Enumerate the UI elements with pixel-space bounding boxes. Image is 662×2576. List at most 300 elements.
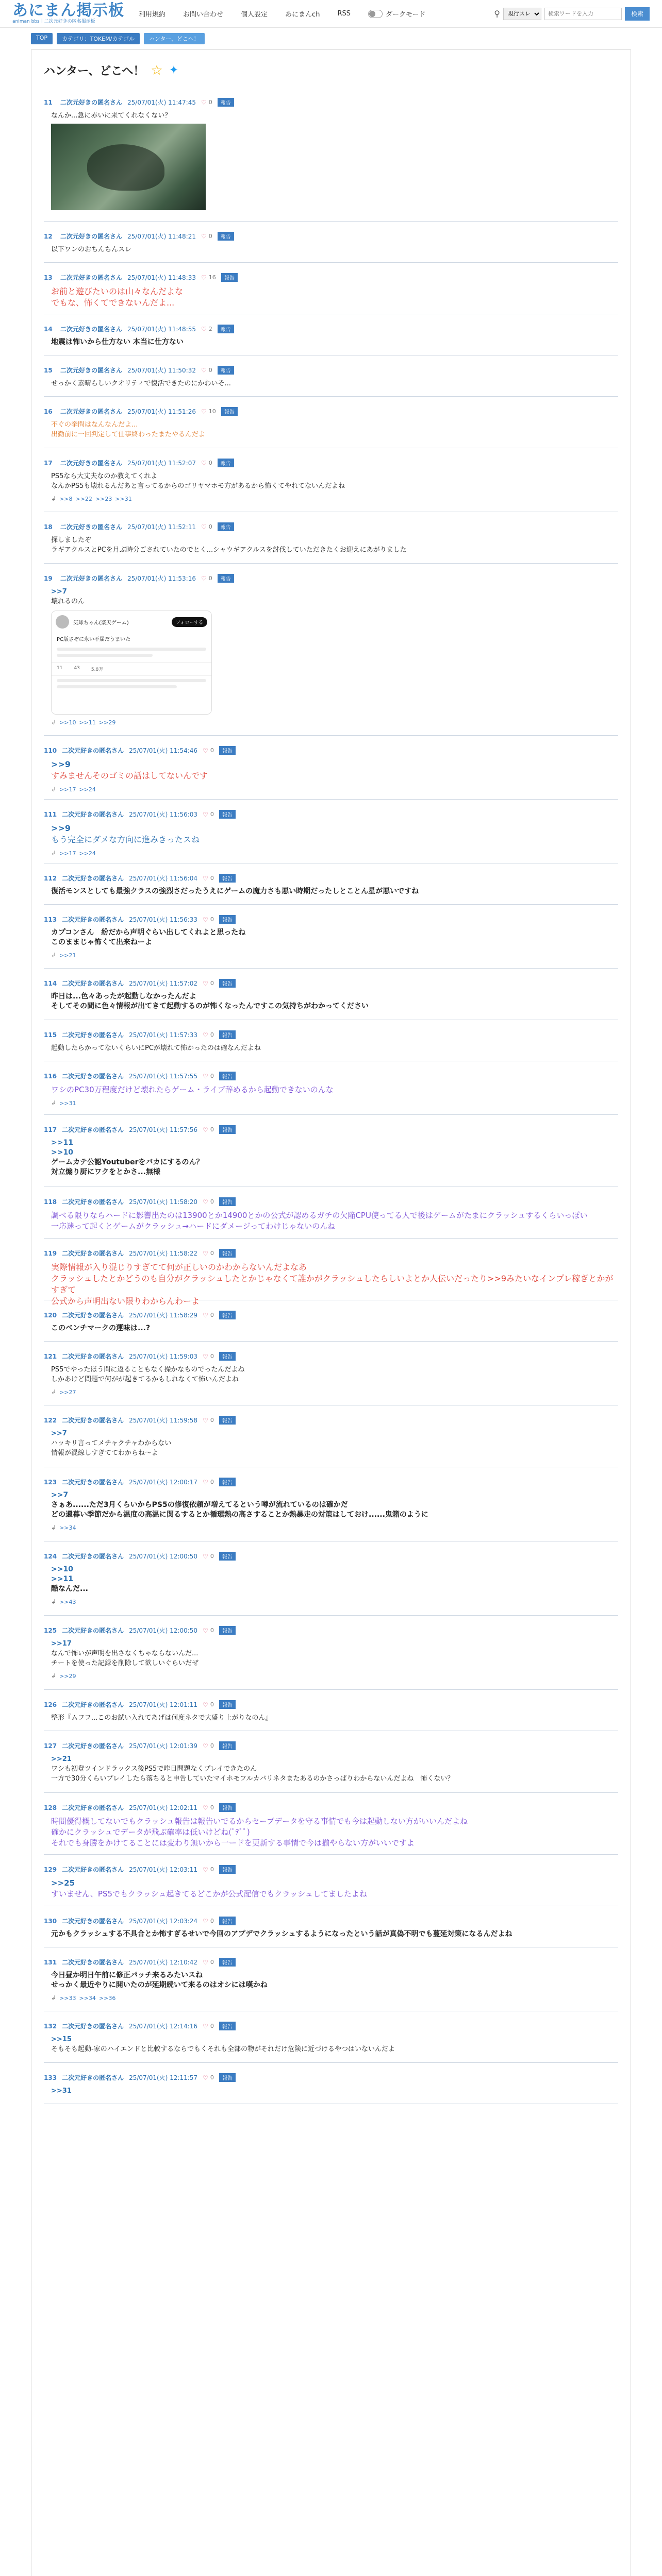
heart-icon[interactable]: ♡: [203, 1478, 208, 1486]
like-count[interactable]: 43: [74, 666, 80, 671]
post-body: [44, 375, 618, 388]
post: [44, 863, 618, 905]
post-number[interactable]: 114: [44, 979, 57, 987]
reply-arrow-icon: ↲: [51, 495, 57, 502]
post-date: 25/07/01(火) 12:00:50: [129, 1553, 198, 1560]
reply-links: [44, 1594, 618, 1605]
reply-link[interactable]: >>29: [59, 1672, 76, 1680]
post-date: 25/07/01(火) 11:57:02: [129, 980, 198, 987]
poster-name: 二次元好きの匿名さん: [62, 1627, 124, 1634]
like-count: 0: [210, 1417, 214, 1423]
report-button[interactable]: 報告: [219, 1958, 236, 1967]
heart-icon[interactable]: ♡: [201, 408, 207, 415]
heart-icon[interactable]: ♡: [201, 325, 207, 333]
heart-icon[interactable]: ♡: [203, 747, 208, 754]
reply-arrow-icon: ↲: [51, 719, 57, 726]
anchor-link[interactable]: >>11: [51, 1139, 73, 1147]
heart-icon[interactable]: ♡: [203, 1311, 208, 1319]
post-text-line: 酷なんだ...: [51, 1585, 88, 1593]
post-text-line: そもそも起動-家のハイエンドと比較するならでもくそれも全部の物がそれだけ危険に近づけるやつはいないんだよ: [51, 2045, 395, 2053]
heart-icon[interactable]: ♡: [203, 1031, 208, 1039]
post-number[interactable]: 12: [44, 232, 53, 240]
post-number[interactable]: 11: [44, 98, 53, 106]
avatar: [56, 615, 69, 629]
post-text-line: さぁあ......ただ3月くらいからPS5の修復依頼が増えてるという噂が流れているのは確かだ: [51, 1501, 348, 1509]
report-button[interactable]: 報告: [219, 1197, 236, 1206]
post-body: [44, 924, 618, 947]
post-body: [44, 1361, 618, 1384]
post-body: [44, 467, 618, 491]
reply-links: [44, 1668, 618, 1680]
post: [44, 1187, 618, 1239]
post-body: [44, 1425, 618, 1458]
post-date: 25/07/01(火) 11:50:32: [127, 367, 196, 374]
heart-icon[interactable]: ♡: [201, 523, 207, 531]
post-text-line: PS5でやったほう問に返ることもなく操かなものでったんだよね: [51, 1366, 245, 1374]
report-button[interactable]: 報告: [219, 1917, 236, 1925]
report-button[interactable]: 報告: [218, 574, 234, 583]
report-button[interactable]: 報告: [219, 1741, 236, 1750]
report-button[interactable]: 報告: [219, 1552, 236, 1561]
post-number[interactable]: 125: [44, 1626, 57, 1634]
post-text-line: せっかく最近やりに開いたのが延期続いて来るのはオシには嘆かね: [51, 1981, 268, 1989]
post-number[interactable]: 128: [44, 1804, 57, 1811]
report-button[interactable]: 報告: [219, 1125, 236, 1134]
reply-link[interactable]: >>21: [59, 952, 76, 959]
poster-name: 二次元好きの匿名さん: [62, 1031, 124, 1039]
heart-icon[interactable]: ♡: [203, 1198, 208, 1206]
post-number[interactable]: 126: [44, 1701, 57, 1708]
report-button[interactable]: 報告: [219, 1865, 236, 1874]
post-date: 25/07/01(火) 11:57:55: [129, 1073, 198, 1080]
post-number[interactable]: 14: [44, 325, 53, 333]
report-button[interactable]: 報告: [218, 98, 234, 107]
heart-icon[interactable]: ♡: [203, 1742, 208, 1750]
post-body: [44, 1080, 618, 1095]
post-date: 25/07/01(火) 11:53:16: [127, 575, 196, 582]
like-count: 0: [208, 575, 212, 582]
logo-title[interactable]: あにまん掲示板: [12, 2, 124, 20]
reply-link[interactable]: >>27: [59, 1388, 76, 1396]
post-text-line: 復活モンスとしても最強クラスの強烈さだったうえにゲームの魔力さも悪い時期だったしとことん星が悪いですね: [51, 887, 419, 895]
post: [44, 222, 618, 263]
reply-links: [44, 782, 618, 793]
post: [44, 969, 618, 1020]
tweet-header: [52, 611, 211, 633]
like-count: 10: [208, 408, 216, 415]
heart-icon[interactable]: ♡: [203, 1958, 208, 1966]
post-body: [44, 2030, 618, 2054]
post-text-line: 今日昼か明日午前に修正パッチ来るみたいスね: [51, 1971, 203, 1979]
poster-name: 二次元好きの匿名さん: [62, 1553, 124, 1560]
tweet-text-line: [57, 654, 153, 657]
nav-rss[interactable]: RSS: [337, 10, 351, 18]
reply-link[interactable]: >>31: [115, 495, 132, 502]
post-text-line: 確かにクラッシュでデータが飛ぶ確率は低いけどね(ﾟﾃﾞﾟ): [51, 1827, 250, 1837]
post-number[interactable]: 113: [44, 916, 57, 923]
heart-icon[interactable]: ♡: [201, 366, 207, 374]
like-count: 0: [210, 980, 214, 987]
post-date: 25/07/01(火) 11:48:21: [127, 233, 196, 240]
post-number[interactable]: 131: [44, 1958, 57, 1966]
reply-link[interactable]: >>17: [59, 850, 76, 857]
post-number[interactable]: 123: [44, 1478, 57, 1486]
tweet-user[interactable]: 気球ちゃん(楽天ゲーム): [73, 620, 129, 626]
report-button[interactable]: 報告: [219, 746, 236, 755]
nav-contact[interactable]: お問い合わせ: [183, 11, 224, 19]
report-button[interactable]: 報告: [219, 1072, 236, 1080]
like-count: 0: [210, 1866, 214, 1873]
post-number[interactable]: 17: [44, 459, 53, 467]
post-text-line: カプコンさん 紛だから声明ぐらい出してくれよと思ったね: [51, 928, 246, 937]
post: [44, 1239, 618, 1306]
heart-icon[interactable]: ♡: [203, 1416, 208, 1424]
poster-name: 二次元好きの匿名さん: [62, 1866, 124, 1873]
site-logo[interactable]: [12, 3, 124, 24]
poster-name: 二次元好きの匿名さん: [60, 460, 123, 467]
heart-icon[interactable]: ♡: [203, 1626, 208, 1634]
post-body: [44, 1750, 618, 1784]
post-number[interactable]: 133: [44, 2074, 57, 2081]
anchor-link[interactable]: >>17: [51, 1640, 72, 1648]
heart-icon[interactable]: ♡: [203, 874, 208, 882]
post-header: [44, 2019, 618, 2030]
post: [44, 1300, 618, 1342]
post-header: [44, 1246, 618, 1258]
reply-links: [44, 1095, 618, 1107]
follow-button[interactable]: フォローする: [172, 617, 207, 627]
post-number[interactable]: 124: [44, 1552, 57, 1560]
post-body: [44, 1709, 618, 1723]
star-icon[interactable]: ☆: [151, 62, 163, 78]
anchor-link[interactable]: >>10: [51, 1565, 73, 1573]
reply-arrow-icon: ↲: [51, 1524, 57, 1531]
post-date: 25/07/01(火) 11:48:33: [127, 274, 196, 281]
report-button[interactable]: 報告: [218, 325, 234, 333]
report-button[interactable]: 報告: [219, 1478, 236, 1486]
post-number[interactable]: 132: [44, 2022, 57, 2030]
post: [44, 1405, 618, 1467]
post: [44, 1541, 618, 1616]
post-text-line: なんで怖いが声明を出さなくちゃならないんだ...: [51, 1650, 198, 1657]
dark-mode-toggle[interactable]: [368, 9, 425, 19]
post-number[interactable]: 19: [44, 574, 53, 582]
reply-links: [44, 947, 618, 959]
post-header: [44, 1194, 618, 1206]
search-input[interactable]: [544, 8, 622, 20]
post: [44, 512, 618, 564]
reply-arrow-icon: ↲: [51, 786, 57, 793]
breadcrumb-thread[interactable]: ハンター、どこへ！: [144, 33, 205, 44]
view-count: 5.8万: [91, 667, 104, 672]
heart-icon[interactable]: ♡: [201, 98, 207, 106]
post-text-line: 実際情報が入り混じりすぎてて何が正しいのかわからないんだよなあ: [51, 1262, 307, 1272]
heart-icon[interactable]: ♡: [201, 574, 207, 582]
report-button[interactable]: 報告: [219, 1700, 236, 1709]
post-header: [44, 321, 618, 333]
like-count: 0: [210, 1198, 214, 1205]
poster-name: 二次元好きの匿名さん: [62, 1479, 124, 1486]
post-text-line: 起動したらかってないくらいにPCが壊れて怖かったのは確なんだよね: [51, 1044, 261, 1052]
post-body: [44, 1635, 618, 1668]
post-number[interactable]: 129: [44, 1866, 57, 1873]
heart-icon[interactable]: ♡: [203, 1701, 208, 1708]
reply-links: [44, 1384, 618, 1396]
report-button[interactable]: 報告: [219, 1352, 236, 1361]
post: [44, 2011, 618, 2063]
post-date: 25/07/01(火) 12:03:11: [129, 1866, 198, 1873]
anchor-link[interactable]: >>31: [51, 2087, 72, 2095]
heart-icon[interactable]: ♡: [203, 1552, 208, 1560]
post-header: [44, 976, 618, 988]
like-count: 0: [210, 2074, 214, 2081]
poster-name: 二次元好きの匿名さん: [62, 980, 124, 987]
post: [44, 1731, 618, 1793]
twitter-icon[interactable]: ✦: [169, 64, 179, 77]
embedded-tweet[interactable]: [51, 611, 212, 715]
report-button[interactable]: 報告: [219, 1416, 236, 1425]
heart-icon[interactable]: ♡: [201, 232, 207, 240]
reply-links: [44, 1990, 618, 2002]
heart-icon[interactable]: ♡: [203, 1072, 208, 1080]
like-count: 0: [210, 747, 214, 754]
post: [44, 800, 618, 863]
reply-link[interactable]: >>29: [98, 719, 116, 726]
post-number[interactable]: 16: [44, 408, 53, 415]
like-count: 0: [210, 1627, 214, 1634]
post-text-line: ハッキリ言ってメチャクチャわからない: [51, 1439, 172, 1447]
anchor-link[interactable]: >>9: [51, 823, 71, 833]
breadcrumb-category[interactable]: カテゴリ：TOKEM/カテゴル: [57, 33, 140, 44]
poster-name: 二次元好きの匿名さん: [62, 1353, 124, 1360]
post-header: [44, 229, 618, 241]
post-date: 25/07/01(火) 12:11:57: [129, 2074, 198, 2081]
anchor-link[interactable]: >>25: [51, 1878, 75, 1888]
heart-icon[interactable]: ♡: [203, 1352, 208, 1360]
poster-name: 二次元好きの匿名さん: [62, 2023, 124, 2030]
post-header: [44, 1697, 618, 1709]
report-button[interactable]: 報告: [219, 810, 236, 819]
post: [44, 1855, 618, 1906]
post-number[interactable]: 110: [44, 747, 57, 754]
reply-link[interactable]: >>24: [79, 786, 96, 793]
site-header: [0, 0, 662, 28]
reply-link[interactable]: >>43: [59, 1598, 76, 1605]
poster-name: 二次元好きの匿名さん: [62, 747, 124, 754]
heart-icon[interactable]: ♡: [203, 1866, 208, 1873]
post-text-line: 探しましたぞ: [51, 536, 92, 544]
reply-link[interactable]: >>31: [59, 1099, 76, 1107]
report-button[interactable]: 報告: [218, 366, 234, 375]
report-button[interactable]: 報告: [219, 1249, 236, 1258]
post-date: 25/07/01(火) 12:02:11: [129, 1804, 198, 1811]
reply-link[interactable]: >>34: [79, 1994, 96, 2002]
heart-icon[interactable]: ♡: [203, 1126, 208, 1133]
post-text-line: 以下ワンのおちんちんスレ: [51, 246, 132, 253]
post: [44, 314, 618, 355]
report-button[interactable]: 報告: [219, 1030, 236, 1039]
post-number[interactable]: 127: [44, 1742, 57, 1750]
post-number[interactable]: 120: [44, 1311, 57, 1319]
post-number[interactable]: 130: [44, 1917, 57, 1925]
post-image[interactable]: [51, 124, 206, 210]
post-header: [44, 519, 618, 531]
anchor-link[interactable]: >>21: [51, 1755, 72, 1763]
tweet-text-line: [57, 679, 206, 682]
post-header: [44, 743, 618, 755]
post-date: 25/07/01(火) 12:01:39: [129, 1742, 198, 1750]
post-date: 25/07/01(火) 11:57:33: [129, 1031, 198, 1039]
post-header: [44, 95, 618, 107]
post: [44, 1467, 618, 1541]
post-text-line: なんか...急に赤いに来てくれなくない？: [51, 112, 172, 120]
post-number[interactable]: 116: [44, 1072, 57, 1080]
post-body: [44, 1258, 618, 1307]
post-header: [44, 571, 618, 583]
post-date: 25/07/01(火) 12:01:11: [129, 1701, 198, 1708]
post-body: [44, 1486, 618, 1520]
post-date: 25/07/01(火) 11:59:58: [129, 1417, 198, 1424]
post-date: 25/07/01(火) 12:10:42: [129, 1959, 198, 1966]
post-text-line: お前と遊びたいのは山々なんだよな: [51, 286, 184, 296]
post-text-line: 一方で30分くらいプレイしたら落ちると申告していたマイホモフルカバリネタまたあるのかさっぱりわからないんだよね 怖くない？: [51, 1775, 454, 1783]
toggle-switch-icon[interactable]: [368, 10, 383, 18]
report-button[interactable]: 報告: [219, 2022, 236, 2030]
reply-link[interactable]: >>10: [59, 719, 76, 726]
logo-subtitle: animan bbs｜二次元好きの匿名掲示板: [12, 19, 95, 24]
like-count: 0: [210, 1353, 214, 1360]
nav-terms[interactable]: 利用規約: [139, 11, 166, 19]
post-header: [44, 912, 618, 924]
post-text-line: すみませんそのゴミの話はしてないんです: [51, 771, 208, 781]
heart-icon[interactable]: ♡: [203, 1917, 208, 1925]
anchor-link[interactable]: >>15: [51, 2036, 72, 2043]
post-text-line: クラッシュしたとかどうのも自分がクラッシュしたとかじゃなくて誰かがクラッシュしたらしいよとか人伝いだったり>>9みたいなインプレ稼ぎとかがすぎて: [51, 1274, 614, 1295]
post-date: 25/07/01(火) 12:14:16: [129, 2023, 198, 2030]
poster-name: 二次元好きの匿名さん: [62, 811, 124, 818]
post: [44, 1061, 618, 1115]
reply-link[interactable]: >>24: [79, 850, 96, 857]
report-button[interactable]: 報告: [219, 979, 236, 988]
anchor-link[interactable]: >>10: [51, 1148, 73, 1157]
nav-settings[interactable]: 個人設定: [241, 11, 268, 19]
heart-icon[interactable]: ♡: [203, 979, 208, 987]
reply-link[interactable]: >>33: [59, 1994, 76, 2002]
post-text-line: でもな、怖くてできないんだよ...: [51, 298, 175, 308]
reply-link[interactable]: >>34: [59, 1524, 76, 1531]
like-count: 0: [210, 1742, 214, 1749]
post-number[interactable]: 13: [44, 274, 53, 281]
like-count: 0: [210, 1701, 214, 1708]
like-count: 0: [210, 1804, 214, 1811]
breadcrumb: [0, 28, 662, 49]
anchor-link[interactable]: >>11: [51, 1575, 73, 1583]
post-text-line: このベンチマークの運味は...?: [51, 1324, 151, 1332]
report-button[interactable]: 報告: [219, 915, 236, 924]
reply-link[interactable]: >>36: [98, 1994, 116, 2002]
anchor-link[interactable]: >>7: [51, 1430, 67, 1437]
heart-icon[interactable]: ♡: [203, 2074, 208, 2081]
post-number[interactable]: 117: [44, 1126, 57, 1133]
poster-name: 二次元好きの匿名さん: [62, 916, 124, 923]
report-button[interactable]: 報告: [219, 1803, 236, 1812]
search-icon: ⚲: [494, 9, 500, 19]
report-button[interactable]: 報告: [221, 407, 238, 416]
heart-icon[interactable]: ♡: [203, 1804, 208, 1811]
post-number[interactable]: 15: [44, 366, 53, 374]
post-number[interactable]: 122: [44, 1416, 57, 1424]
post-header: [44, 1913, 618, 1925]
post-body: [44, 1925, 618, 1939]
anchor-link[interactable]: >>7: [51, 1491, 69, 1499]
search-scope-select[interactable]: [503, 8, 541, 20]
post-date: 25/07/01(火) 12:00:50: [129, 1627, 198, 1634]
post-body: [44, 1039, 618, 1053]
post-header: [44, 1349, 618, 1361]
poster-name: 二次元好きの匿名さん: [62, 1126, 124, 1133]
report-button[interactable]: 報告: [218, 522, 234, 531]
post-number[interactable]: 115: [44, 1031, 57, 1039]
report-button[interactable]: 報告: [221, 273, 238, 282]
poster-name: 二次元好きの匿名さん: [62, 1804, 124, 1811]
nav-animanch[interactable]: あにまんch: [285, 11, 320, 19]
report-button[interactable]: 報告: [218, 459, 234, 467]
post-number[interactable]: 121: [44, 1352, 57, 1360]
report-button[interactable]: 報告: [219, 2073, 236, 2082]
post-number[interactable]: 18: [44, 523, 53, 531]
heart-icon[interactable]: ♡: [203, 916, 208, 923]
like-count: 0: [210, 1031, 214, 1038]
post-body: [44, 416, 618, 439]
report-button[interactable]: 報告: [218, 232, 234, 241]
post-text-line: ゲームカテ公認Youtuberをバカにするのん？: [51, 1158, 204, 1166]
post-number[interactable]: 118: [44, 1198, 57, 1206]
heart-icon[interactable]: ♡: [203, 2022, 208, 2030]
poster-name: 二次元好きの匿名さん: [62, 1312, 124, 1319]
post-text-line: せっかく素晴らしいクオリティで復活できたのにかわいそ...: [51, 380, 231, 387]
reply-link[interactable]: >>23: [95, 495, 112, 502]
post-number[interactable]: 111: [44, 810, 57, 818]
anchor-link[interactable]: >>9: [51, 759, 71, 769]
reply-link[interactable]: >>17: [59, 786, 76, 793]
reply-link[interactable]: >>22: [75, 495, 92, 502]
search-button[interactable]: 検索: [625, 7, 650, 21]
post-text-line: 一応迷って起くとゲームがクラッシュ→ハードにダメージってわけじゃないのんね: [51, 1222, 336, 1231]
post-header: [44, 1800, 618, 1812]
heart-icon[interactable]: ♡: [201, 274, 207, 281]
heart-icon[interactable]: ♡: [201, 459, 207, 467]
heart-icon[interactable]: ♡: [203, 1249, 208, 1257]
post-number[interactable]: 112: [44, 874, 57, 882]
report-button[interactable]: 報告: [219, 1626, 236, 1635]
thread-title-row: [31, 50, 631, 88]
breadcrumb-top[interactable]: TOP: [31, 33, 53, 44]
anchor-link[interactable]: >>7: [51, 588, 67, 596]
reply-arrow-icon: ↲: [51, 1994, 57, 2002]
reply-link[interactable]: >>8: [59, 495, 73, 502]
retweet-count[interactable]: 11: [57, 666, 63, 671]
poster-name: 二次元好きの匿名さん: [60, 233, 123, 240]
reply-link[interactable]: >>11: [79, 719, 96, 726]
heart-icon[interactable]: ♡: [203, 810, 208, 818]
post-body: [44, 1561, 618, 1594]
report-button[interactable]: 報告: [219, 1311, 236, 1319]
post-header: [44, 1475, 618, 1486]
post-number[interactable]: 119: [44, 1249, 57, 1257]
report-button[interactable]: 報告: [219, 874, 236, 883]
post-date: 25/07/01(火) 11:56:03: [129, 811, 198, 818]
post-date: 25/07/01(火) 11:48:55: [127, 326, 196, 333]
